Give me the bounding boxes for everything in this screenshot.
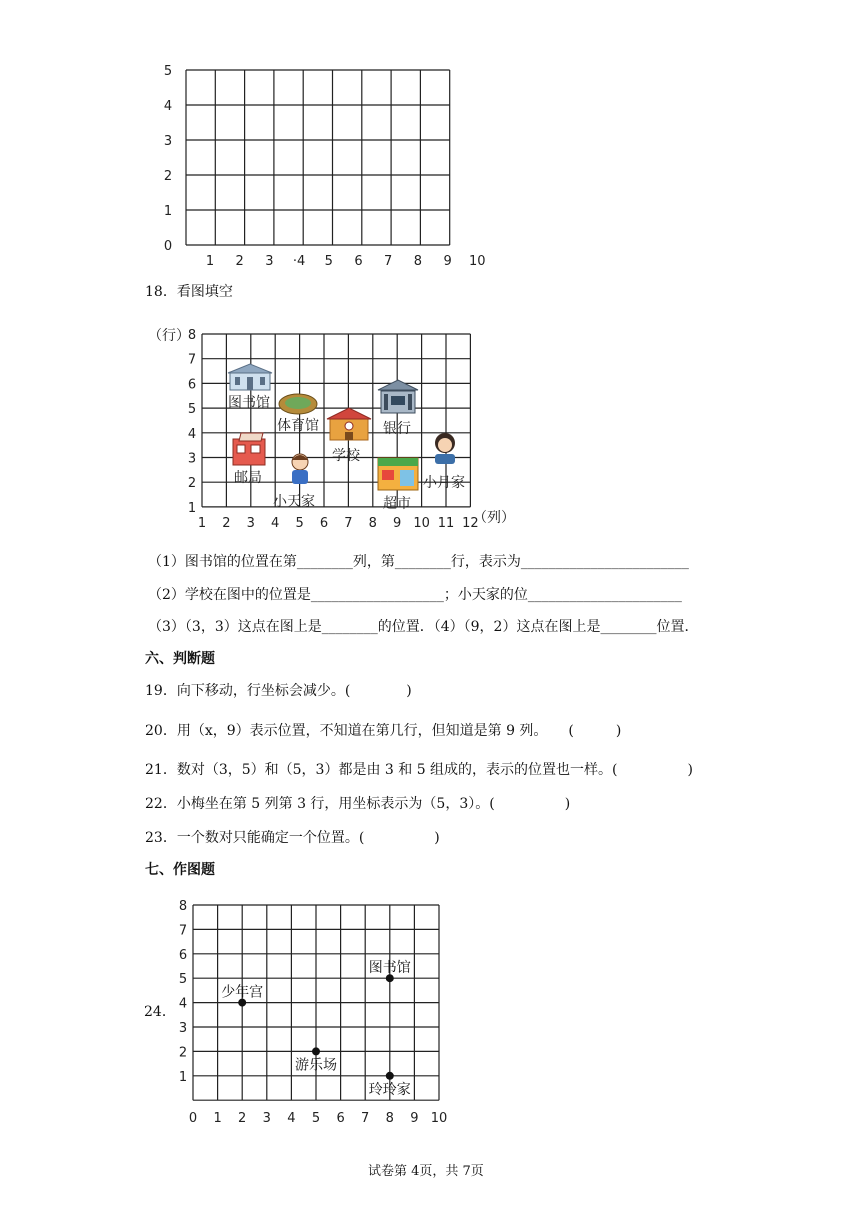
question-24-number: 24．: [144, 1004, 176, 1020]
row-tick-label: 5: [187, 402, 197, 418]
y-axis-tick-label: 8: [178, 899, 188, 914]
x-axis-tick-label: 6: [336, 1111, 345, 1127]
map-grid-q18: [140, 320, 540, 530]
col-tick-label: 8: [368, 515, 377, 530]
x-axis-tick-label: 9: [410, 1111, 419, 1127]
col-tick-label: 4: [271, 515, 280, 530]
point-label: 游乐场: [295, 1057, 337, 1074]
x-axis-tick-label: 3: [265, 254, 274, 269]
row-tick-label: 4: [187, 426, 197, 442]
x-axis-tick-label: 1: [213, 1111, 222, 1127]
q18-line-1: （1）图书馆的位置在第________列，第________行，表示为________________________: [148, 554, 689, 570]
y-axis-tick-label: 5: [163, 64, 173, 79]
x-axis-tick-label: 4: [287, 1111, 296, 1127]
page-footer: 试卷第 4页，共 7页: [368, 1164, 484, 1179]
school-building-icon: [327, 408, 371, 440]
y-axis-tick-label: 3: [178, 1021, 188, 1036]
y-axis-tick-label: 2: [163, 169, 173, 184]
place-label-school: 学校: [332, 448, 360, 464]
y-axis-tick-label: 0: [163, 239, 173, 254]
col-tick-label: 12: [462, 515, 479, 530]
row-tick-label: 3: [187, 451, 197, 467]
y-axis-tick-label: 6: [178, 947, 188, 963]
place-label-post-office: 邮局: [234, 470, 262, 486]
row-tick-label: 1: [187, 500, 197, 516]
y-axis-tick-label: 5: [178, 972, 188, 988]
x-axis-tick-label: 5: [324, 254, 333, 269]
x-axis-tick-label: 10: [469, 254, 486, 269]
x-axis-tick-label: ·4: [292, 254, 306, 269]
judge-item-19: 19．向下移动，行坐标会减少。( ): [145, 683, 412, 699]
col-tick-label: 5: [295, 515, 304, 530]
row-tick-label: 7: [187, 352, 197, 368]
judge-item-23: 23．一个数对只能确定一个位置。( ): [145, 830, 440, 846]
x-axis-tick-label: 5: [311, 1111, 321, 1127]
point-label: 图书馆: [368, 960, 411, 977]
col-tick-label: 7: [344, 515, 353, 530]
place-label-stadium: 体育馆: [277, 418, 319, 434]
y-axis-tick-label: 1: [178, 1069, 188, 1085]
bank-icon: [378, 380, 418, 413]
row-tick-label: 6: [187, 377, 197, 393]
x-axis-tick-label: 1: [205, 254, 215, 269]
row-tick-label: 8: [187, 328, 197, 343]
x-axis-tick-label: 7: [384, 254, 393, 269]
q18-line-3: （3）（3，3）这点在图上是________的位置．（4）（9，2）这点在图上是________位置．: [148, 619, 699, 635]
plotted-point: [312, 1047, 320, 1055]
row-tick-label: 2: [187, 476, 197, 492]
x-axis-tick-label: 10: [430, 1111, 448, 1127]
x-axis-tick-label: 0: [188, 1111, 198, 1127]
col-tick-label: 3: [246, 515, 255, 530]
empty-coordinate-grid: [150, 60, 495, 270]
place-label-bank: 银行: [383, 421, 411, 437]
question-18-title: 18．看图填空: [145, 284, 233, 300]
post-office-icon: [233, 433, 265, 465]
drawing-grid-q24: [170, 895, 460, 1130]
col-tick-label: 10: [413, 515, 430, 530]
col-tick-label: 6: [319, 515, 329, 530]
point-label: 少年宫: [221, 984, 264, 1001]
judge-item-21: 21．数对（3，5）和（5，3）都是由 3 和 5 组成的，表示的位置也一样。( ): [145, 762, 693, 778]
x-axis-tick-label: 2: [235, 254, 244, 269]
col-axis-label: （列）: [473, 510, 515, 526]
x-axis-tick-label: 7: [361, 1111, 370, 1127]
col-tick-label: 11: [437, 515, 455, 530]
boy-icon: [292, 454, 308, 484]
point-label: 玲玲家: [368, 1081, 411, 1098]
col-tick-label: 2: [222, 515, 231, 530]
x-axis-tick-label: 6: [354, 254, 363, 269]
y-axis-tick-label: 2: [178, 1045, 188, 1061]
col-tick-label: 1: [197, 515, 207, 530]
place-label-xiaoyue-home: 小月家: [423, 475, 465, 491]
place-label-xiaotian-home: 小天家: [273, 494, 315, 510]
x-axis-tick-label: 9: [443, 254, 452, 269]
row-axis-label: （行）: [148, 328, 190, 344]
place-label-supermarket: 超市: [383, 496, 411, 512]
q18-line-2: （2）学校在图中的位置是___________________；小天家的位______________________: [148, 587, 682, 603]
x-axis-tick-label: 2: [238, 1111, 247, 1127]
y-axis-tick-label: 1: [163, 204, 173, 219]
girl-icon: [435, 433, 455, 464]
judge-item-20: 20．用（x，9）表示位置，不知道在第几行，但知道是第 9 列。 ( ): [145, 723, 622, 739]
plotted-point: [386, 1072, 394, 1080]
y-axis-tick-label: 4: [178, 996, 188, 1012]
stadium-icon: [279, 394, 317, 414]
judge-item-22: 22．小梅坐在第 5 列第 3 行，用坐标表示为（5，3）。( ): [145, 796, 571, 812]
x-axis-tick-label: 8: [413, 254, 423, 269]
section-6-title: 六、判断题: [145, 651, 215, 667]
y-axis-tick-label: 4: [163, 99, 173, 114]
place-label-library: 图书馆: [228, 395, 270, 411]
x-axis-tick-label: 8: [385, 1111, 394, 1127]
x-axis-tick-label: 3: [262, 1111, 271, 1127]
library-building-icon: [228, 364, 272, 390]
supermarket-icon: [378, 458, 418, 490]
y-axis-tick-label: 3: [163, 134, 173, 149]
y-axis-tick-label: 7: [178, 923, 188, 939]
section-7-title: 七、作图题: [145, 862, 215, 878]
col-tick-label: 9: [393, 515, 402, 530]
